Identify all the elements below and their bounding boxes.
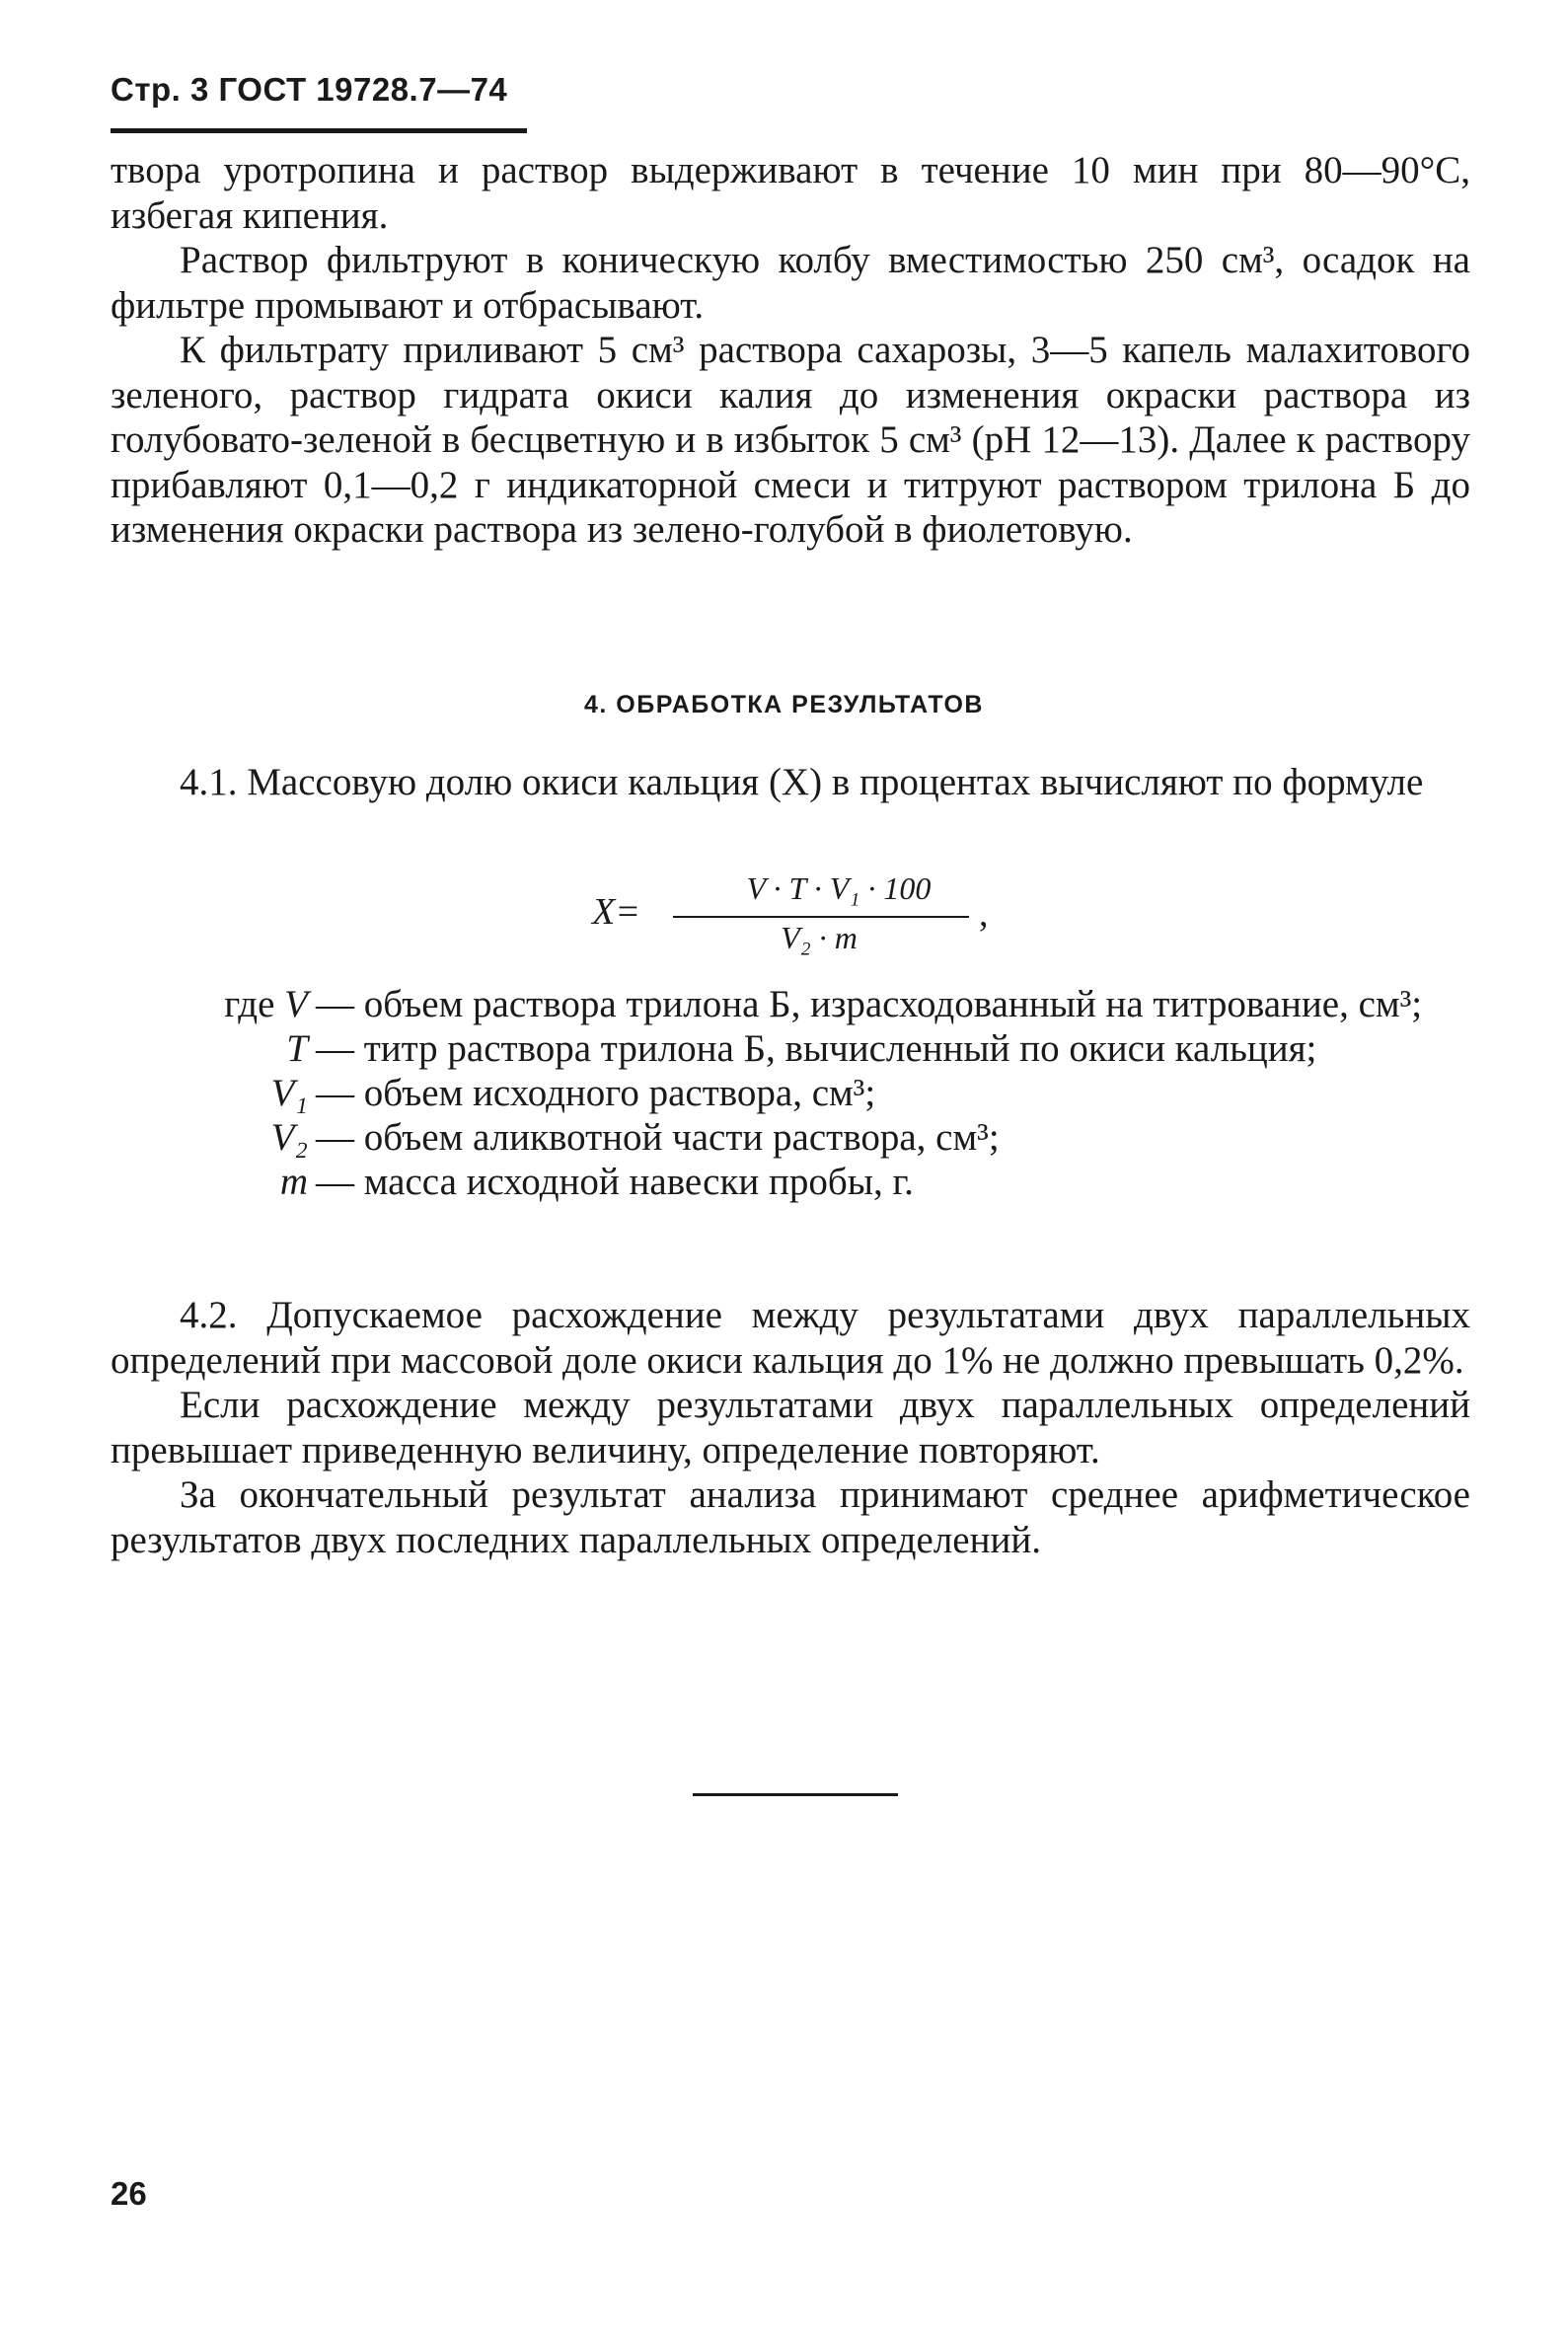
definition-symbol: V₂ xyxy=(270,1116,308,1159)
definition-row xyxy=(111,1026,1470,1071)
bottom-text-block xyxy=(111,1293,1470,1562)
top-text-block xyxy=(111,148,1470,553)
definition-text: — объем аликвотной части раствора, см³; xyxy=(316,1116,1000,1159)
definition-prefix: где xyxy=(224,983,285,1025)
paragraph-titration: К фильтрату приливают 5 см³ раствора сахарозы, 3—5 капель малахитового зеленого, раствор гидрата окиси калия до изменения окраски раствора из голубовато-зеленой в бесцветную и в избыток 5 см³ (рН 12—13). Далее к раствору прибавляют 0,1—0,2 г индикаторной смеси и титруют раствором трилона Б до изменения окраски раствора из зелено-голубой в фиолетовую. xyxy=(111,329,1470,551)
header-rule xyxy=(111,128,527,133)
section-title: 4. ОБРАБОТКА РЕЗУЛЬТАТОВ xyxy=(584,691,984,718)
running-header: Стр. 3 ГОСТ 19728.7—74 xyxy=(111,71,508,108)
definition-symbol: V₁ xyxy=(270,1072,308,1114)
paragraph-repeat: Если расхождение между результатами двух параллельных определений превышает приведенную величину, определение повторяют. xyxy=(111,1384,1470,1471)
fraction-bar xyxy=(673,916,969,918)
definition-symbol: T xyxy=(286,1027,308,1070)
definition-text: — масса исходной навески пробы, г. xyxy=(316,1161,914,1203)
formula-lhs: X= xyxy=(592,891,640,933)
definition-text: — объем раствора трилона Б, израсходованный на титрование, см³; xyxy=(316,983,1423,1025)
definition-symbol: V xyxy=(284,983,308,1025)
definition-text: — титр раствора трилона Б, вычисленный по окиси кальция; xyxy=(316,1027,1317,1070)
variable-definitions xyxy=(111,982,1470,1204)
paragraph-continuation: твора уротропина и раствор выдерживают в течение 10 мин при 80—90°С, избегая кипения. xyxy=(111,149,1470,237)
paragraph-final-result: За окончательный результат анализа принимают среднее арифметическое результатов двух последних параллельных определений. xyxy=(111,1473,1470,1561)
formula-trailing-comma: , xyxy=(979,893,989,935)
definition-row xyxy=(111,1160,1470,1204)
definition-row xyxy=(111,1115,1470,1160)
formula-denominator: V₂ · m xyxy=(781,920,858,955)
formula-numerator: V · T · V₁ · 100 xyxy=(746,870,932,906)
page-number: 26 xyxy=(111,2175,147,2212)
section-intro-block xyxy=(111,760,1470,805)
calcium-oxide-formula xyxy=(592,870,1007,969)
paragraph-filtration: Раствор фильтруют в коническую колбу вместимостью 250 см³, осадок на фильтре промывают и отбрасывают. xyxy=(111,239,1470,327)
paragraph-4-2: 4.2. Допускаемое расхождение между результатами двух параллельных определений при массовой доле окиси кальция до 1% не должно превышать 0,2%. xyxy=(111,1294,1470,1382)
definition-symbol: m xyxy=(279,1161,308,1203)
paragraph-4-1: 4.1. Массовую долю окиси кальция (X) в процентах вычисляют по формуле xyxy=(180,761,1424,803)
definition-row xyxy=(111,1071,1470,1115)
definition-text: — объем исходного раствора, см³; xyxy=(316,1072,876,1114)
definition-row xyxy=(111,982,1470,1026)
end-rule xyxy=(693,1793,898,1796)
